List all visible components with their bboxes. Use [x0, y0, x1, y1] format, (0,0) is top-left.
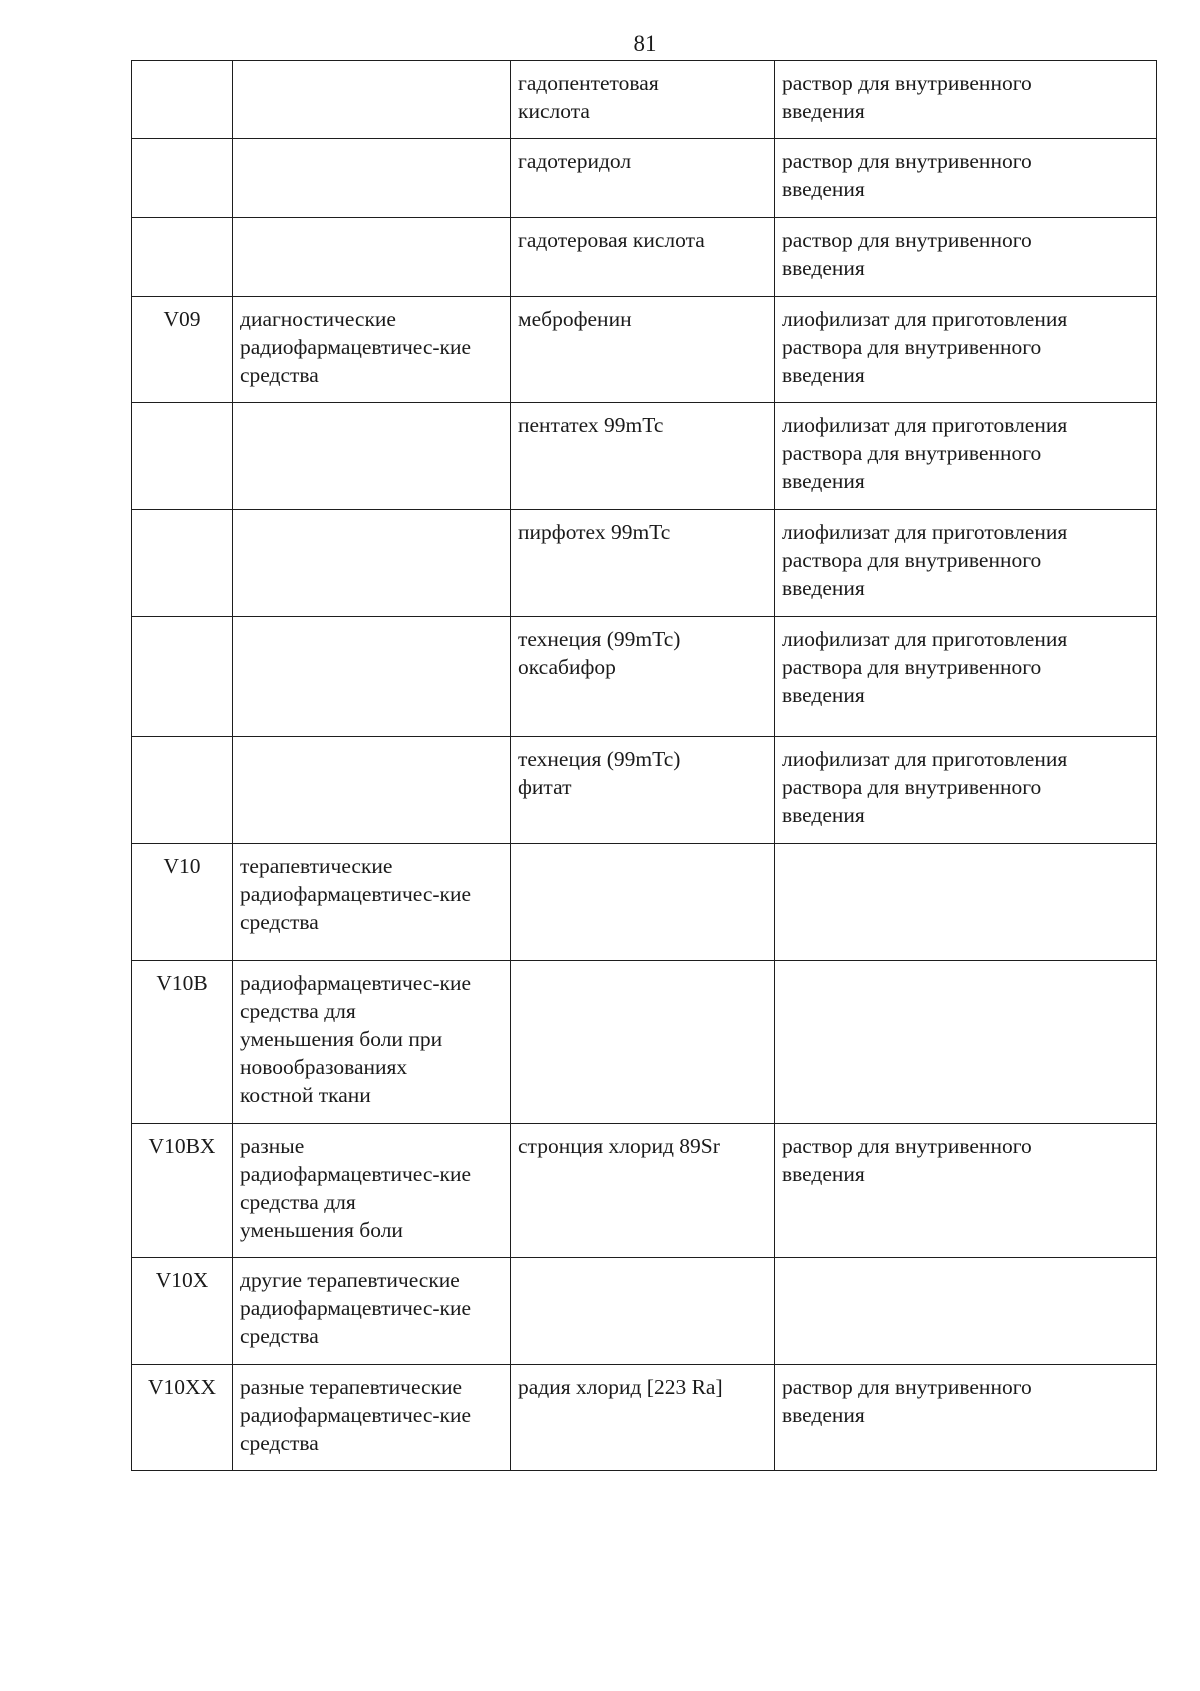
drug-name-cell: меброфенин: [511, 297, 775, 403]
dosage-form-cell: [775, 844, 1157, 961]
drug-name-cell: [511, 844, 775, 961]
atc-code-cell: V09: [132, 297, 233, 403]
drug-name-cell: технеция (99mTc) оксабифор: [511, 617, 775, 737]
table-row: [132, 139, 1157, 218]
table-row: [132, 1365, 1157, 1471]
table-row: [132, 297, 1157, 403]
atc-group-cell: терапевтические радиофармацевтичес-кие средства: [233, 844, 511, 961]
atc-group-cell: [233, 510, 511, 617]
table-row: [132, 617, 1157, 737]
atc-group-cell: разные радиофармацевтичес-кие средства для уменьшения боли: [233, 1124, 511, 1258]
atc-code-cell: [132, 61, 233, 139]
atc-code-cell: V10B: [132, 961, 233, 1124]
atc-group-cell: [233, 218, 511, 297]
dosage-form-cell: раствор для внутривенного введения: [775, 218, 1157, 297]
atc-group-cell: [233, 403, 511, 510]
drug-name-cell: гадопентетовая кислота: [511, 61, 775, 139]
table-row: [132, 218, 1157, 297]
table-row: [132, 1258, 1157, 1365]
atc-group-cell: [233, 139, 511, 218]
atc-code-cell: [132, 139, 233, 218]
dosage-form-cell: лиофилизат для приготовления раствора для внутривенного введения: [775, 297, 1157, 403]
dosage-form-cell: раствор для внутривенного введения: [775, 1365, 1157, 1471]
atc-group-cell: радиофармацевтичес-кие средства для уменьшения боли при новообразованиях костной ткани: [233, 961, 511, 1124]
table-row: [132, 403, 1157, 510]
drug-name-cell: [511, 1258, 775, 1365]
atc-group-cell: [233, 737, 511, 844]
atc-group-cell: разные терапевтические радиофармацевтичес-кие средства: [233, 1365, 511, 1471]
drug-name-cell: пентатех 99mTc: [511, 403, 775, 510]
drug-name-cell: стронция хлорид 89Sr: [511, 1124, 775, 1258]
page-number: 81: [633, 31, 657, 56]
dosage-form-cell: раствор для внутривенного введения: [775, 1124, 1157, 1258]
drug-name-cell: технеция (99mTc) фитат: [511, 737, 775, 844]
atc-group-cell: другие терапевтические радиофармацевтичес-кие средства: [233, 1258, 511, 1365]
table-row: [132, 61, 1157, 139]
drug-name-cell: пирфотех 99mTc: [511, 510, 775, 617]
atc-group-cell: [233, 617, 511, 737]
atc-code-cell: V10XX: [132, 1365, 233, 1471]
drug-name-cell: радия хлорид [223 Ra]: [511, 1365, 775, 1471]
dosage-form-cell: лиофилизат для приготовления раствора для внутривенного введения: [775, 737, 1157, 844]
atc-code-cell: V10: [132, 844, 233, 961]
table-row: [132, 510, 1157, 617]
table-row: [132, 844, 1157, 961]
atc-group-cell: [233, 61, 511, 139]
atc-code-cell: [132, 403, 233, 510]
atc-code-cell: V10X: [132, 1258, 233, 1365]
table-row: [132, 961, 1157, 1124]
drug-name-cell: [511, 961, 775, 1124]
dosage-form-cell: лиофилизат для приготовления раствора для внутривенного введения: [775, 403, 1157, 510]
atc-code-cell: [132, 737, 233, 844]
drug-table: [131, 60, 1157, 1471]
atc-code-cell: V10BX: [132, 1124, 233, 1258]
atc-code-cell: [132, 218, 233, 297]
dosage-form-cell: [775, 1258, 1157, 1365]
atc-code-cell: [132, 617, 233, 737]
dosage-form-cell: раствор для внутривенного введения: [775, 139, 1157, 218]
dosage-form-cell: лиофилизат для приготовления раствора для внутривенного введения: [775, 617, 1157, 737]
table-row: [132, 1124, 1157, 1258]
table-row: [132, 737, 1157, 844]
dosage-form-cell: лиофилизат для приготовления раствора для внутривенного введения: [775, 510, 1157, 617]
dosage-form-cell: [775, 961, 1157, 1124]
atc-code-cell: [132, 510, 233, 617]
dosage-form-cell: раствор для внутривенного введения: [775, 61, 1157, 139]
drug-name-cell: гадотеровая кислота: [511, 218, 775, 297]
drug-name-cell: гадотеридол: [511, 139, 775, 218]
atc-group-cell: диагностические радиофармацевтичес-кие средства: [233, 297, 511, 403]
